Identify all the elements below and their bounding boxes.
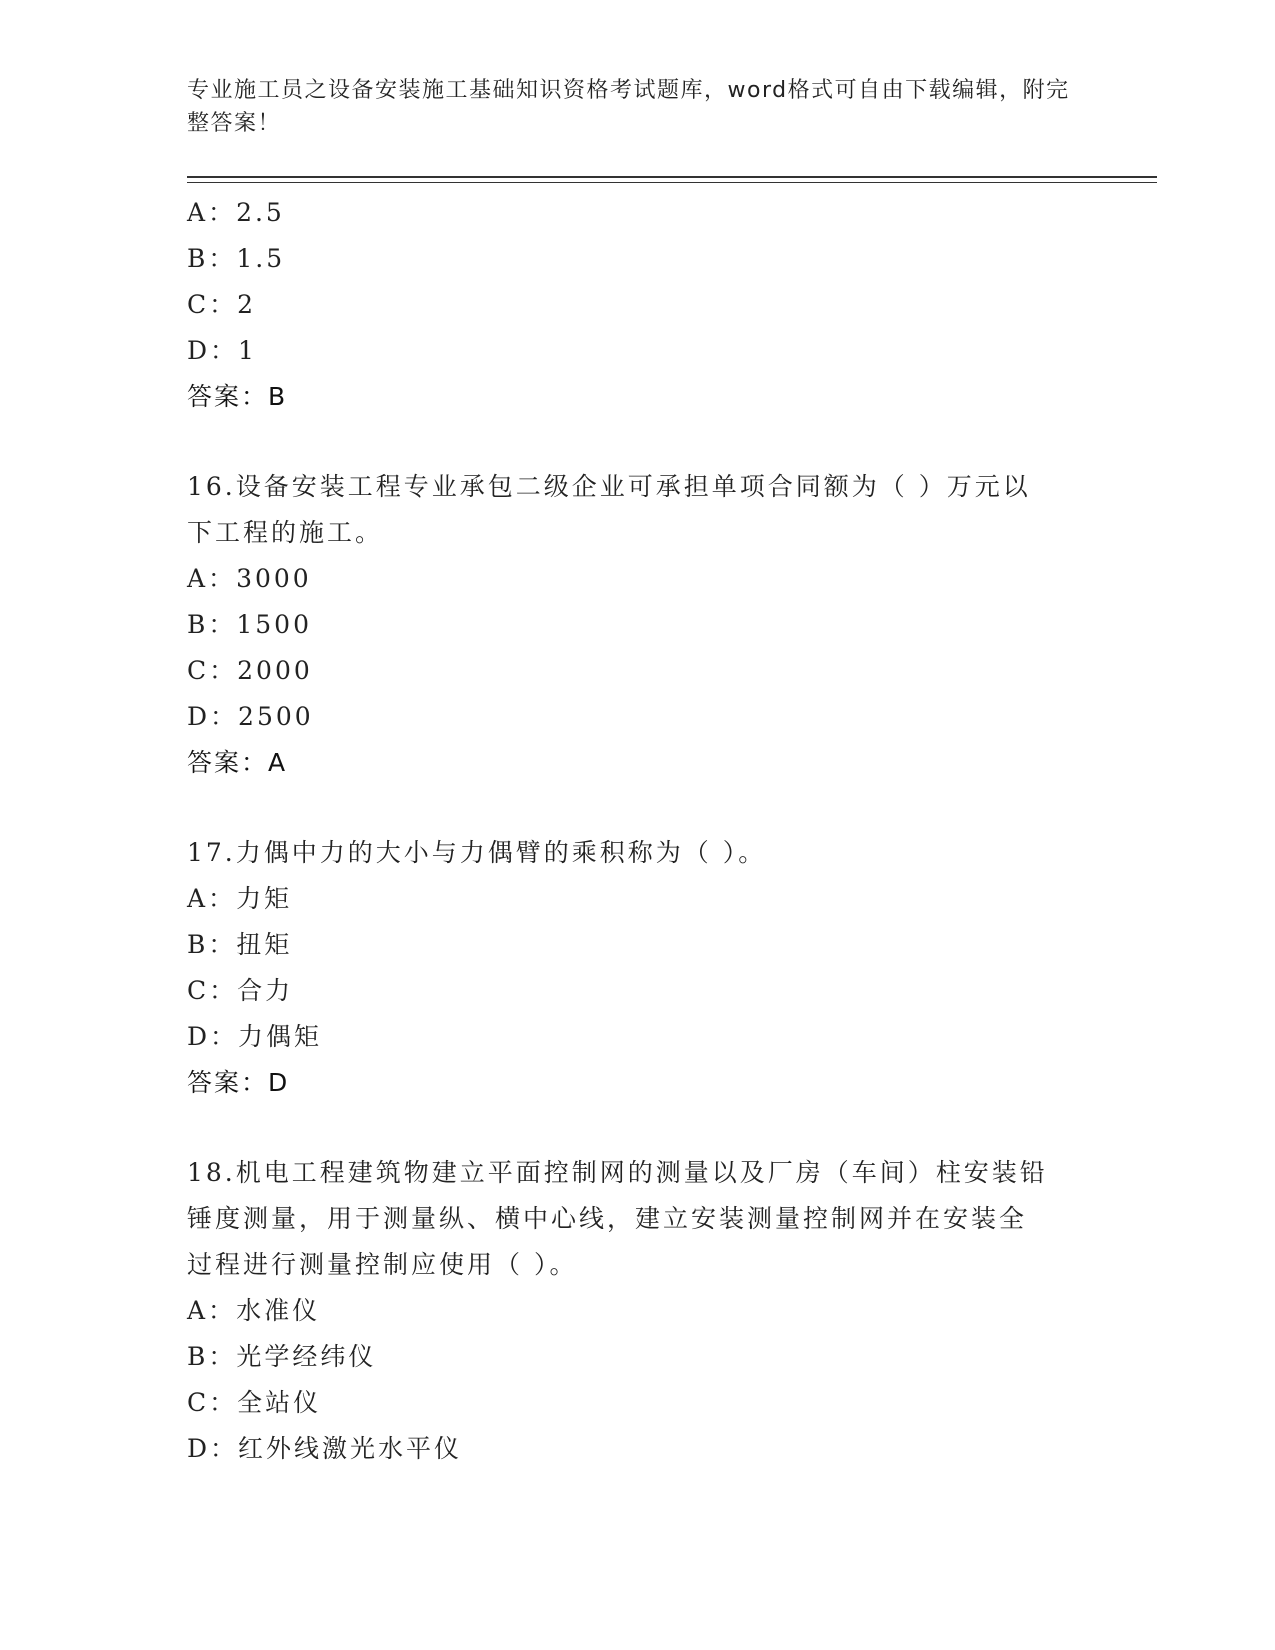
option-a: A：2.5	[187, 198, 285, 227]
document-header: 专业施工员之设备安装施工基础知识资格考试题库，word格式可自由下载编辑，附完整答案！	[187, 78, 1070, 136]
question-content	[187, 190, 1087, 1472]
question-15-continued	[187, 190, 1087, 420]
option-d: D：红外线激光水平仪	[187, 1434, 463, 1463]
question-stem-line: 16.设备安装工程专业承包二级企业可承担单项合同额为（ ）万元以	[187, 472, 1031, 501]
question-stem-line: 锤度测量，用于测量纵、横中心线，建立安装测量控制网并在安装全	[187, 1204, 1028, 1233]
option-b: B：1.5	[187, 244, 286, 273]
option-a: A：力矩	[187, 884, 293, 913]
option-b: B：1500	[187, 610, 312, 639]
option-c: C：合力	[187, 976, 294, 1005]
question-stem-line: 过程进行测量控制应使用（ ）。	[187, 1250, 578, 1279]
option-c: C：全站仪	[187, 1388, 322, 1417]
header-divider-thin	[187, 182, 1157, 183]
option-a: A：3000	[187, 564, 312, 593]
question-17	[187, 830, 1087, 1106]
option-b: B：光学经纬仪	[187, 1342, 377, 1371]
option-b: B：扭矩	[187, 930, 293, 959]
question-18	[187, 1150, 1087, 1472]
option-d: D：2500	[187, 702, 314, 731]
question-stem-line: 17.力偶中力的大小与力偶臂的乘积称为（ ）。	[187, 838, 767, 867]
answer-line: 答案：D	[187, 1068, 290, 1097]
header-divider-thick	[187, 176, 1157, 178]
question-stem-line: 18.机电工程建筑物建立平面控制网的测量以及厂房（车间）柱安装铅	[187, 1158, 1048, 1187]
option-a: A：水准仪	[187, 1296, 321, 1325]
question-stem-line: 下工程的施工。	[187, 518, 384, 547]
option-d: D：力偶矩	[187, 1022, 323, 1051]
answer-line: 答案：A	[187, 748, 288, 777]
answer-line: 答案：B	[187, 382, 288, 411]
option-c: C：2	[187, 290, 257, 319]
question-16	[187, 464, 1087, 786]
option-d: D：1	[187, 336, 257, 365]
option-c: C：2000	[187, 656, 313, 685]
